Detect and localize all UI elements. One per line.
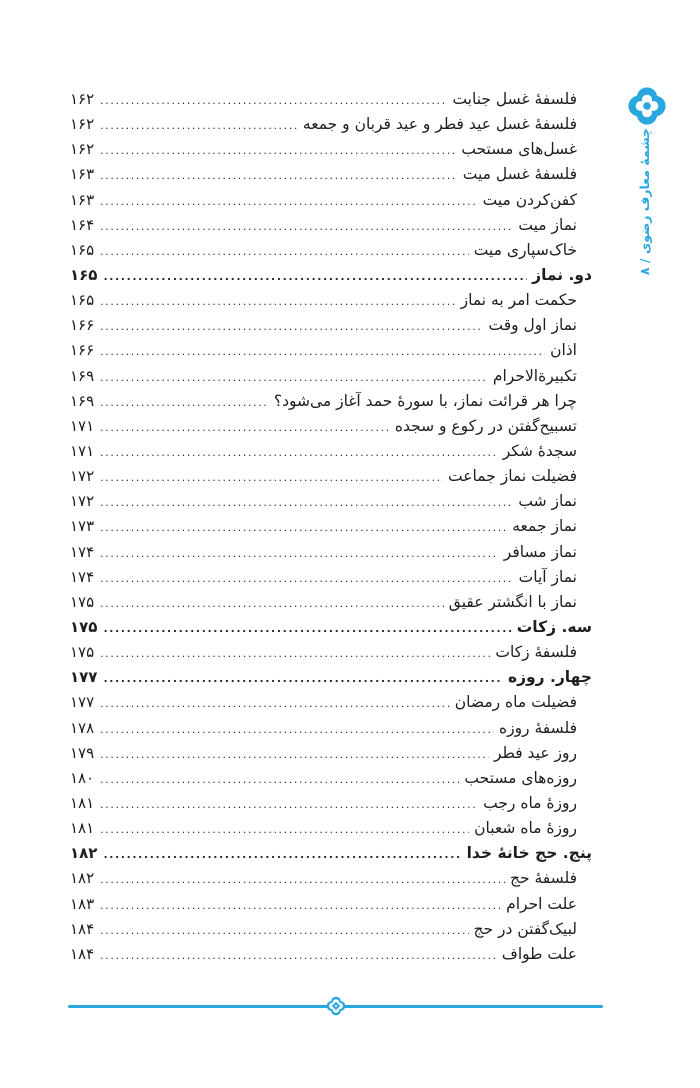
toc-entry-title: سه. زکات [516,617,592,636]
toc-entry [70,313,592,338]
toc-entry [70,87,592,112]
toc-entry-title: روزه‌های مستحب [464,768,577,787]
toc-entry [70,816,592,841]
toc-entry-title: نماز آیات [518,567,577,586]
toc-entry-title: لبیک‌گفتن در حج [473,919,577,938]
toc-entry-title: فلسفهٔ حج [509,869,577,888]
toc-entry [70,565,592,590]
toc-entry-page: ۱۶۳ [70,165,95,184]
publisher-logo-icon [628,87,666,125]
toc-entry-page: ۱۶۹ [70,366,95,385]
toc-leader-dots [100,440,498,465]
toc-entry-page: ۱۷۵ [70,643,95,662]
toc-entry-page: ۱۶۵ [70,265,98,284]
sidebar-brand-text: چشمهٔ معارف رضوی / ۸ [637,128,652,276]
toc-entry-title: خاک‌سپاری میت [473,240,577,259]
toc-leader-dots [100,943,497,968]
toc-entry-title: فلسفهٔ غسل عید فطر و عید قربان و جمعه [302,115,577,134]
toc-entry [70,389,592,414]
toc-entry [70,917,592,942]
toc-entry [70,540,592,565]
toc-entry [70,112,592,137]
toc-entry-page: ۱۶۵ [70,291,95,310]
toc-entry-title: غسل‌های مستحب [461,140,577,159]
toc-entry-title: روزهٔ ماه شعبان [474,819,577,838]
toc-entry-page: ۱۶۲ [70,115,95,134]
toc-leader-dots [100,239,469,264]
toc-entry [70,188,592,213]
toc-leader-dots [100,490,513,515]
toc-entry-title: اذان [550,341,577,360]
toc-leader-dots [100,792,478,817]
toc-entry [70,892,592,917]
toc-entry-page: ۱۷۴ [70,567,95,586]
toc-entry-page: ۱۷۱ [70,416,95,435]
toc-entry-page: ۱۶۳ [70,190,95,209]
toc-entry [70,414,592,439]
toc-entry-page: ۱۸۳ [70,894,95,913]
toc-leader-dots [100,515,507,540]
toc-entry [70,288,592,313]
toc-entry-page: ۱۷۱ [70,441,95,460]
toc-entry [70,464,592,489]
toc-entry [70,716,592,741]
toc-entry [70,942,592,967]
toc-entry [70,741,592,766]
toc-leader-dots [100,465,443,490]
toc-entry-title: علت احرام [506,894,577,913]
toc-entry-page: ۱۶۴ [70,215,95,234]
toc-entry-page: ۱۸۱ [70,819,95,838]
toc-leader-dots [103,616,511,641]
toc-entry [70,841,592,866]
toc-entry-title: حکمت امر به نماز [460,291,577,310]
toc-entry-title: چرا هر قرائت نماز، با سورهٔ حمد آغاز می‌شود؟ [273,391,577,410]
toc-entry-title: نماز جمعه [512,517,577,536]
toc-entry-page: ۱۸۴ [70,919,95,938]
toc-entry [70,364,592,389]
toc-leader-dots [103,264,527,289]
toc-leader-dots [100,867,505,892]
toc-entry-title: نماز میت [518,215,577,234]
toc-entry [70,439,592,464]
toc-entry [70,866,592,891]
toc-leader-dots [100,138,456,163]
toc-entry [70,615,592,640]
toc-entry-page: ۱۷۵ [70,592,95,611]
toc-leader-dots [100,817,469,842]
toc-leader-dots [100,641,490,666]
toc-leader-dots [100,189,477,214]
toc-entry [70,162,592,187]
toc-entry [70,489,592,514]
toc-entry [70,766,592,791]
toc-leader-dots [100,314,483,339]
toc-entry-page: ۱۷۸ [70,718,95,737]
toc-leader-dots [103,842,461,867]
toc-entry-title: تکبیرةالاحرام [492,366,577,385]
toc-entry-title: نماز با انگشتر عقیق [448,592,577,611]
toc-entry [70,640,592,665]
toc-entry-page: ۱۸۱ [70,793,95,812]
toc-leader-dots [100,893,501,918]
toc-entry-page: ۱۸۰ [70,768,95,787]
toc-leader-dots [100,390,269,415]
toc-entry [70,338,592,363]
toc-entry-page: ۱۶۵ [70,240,95,259]
toc-entry [70,238,592,263]
table-of-contents [70,87,592,967]
toc-entry-page: ۱۷۷ [70,668,98,687]
toc-leader-dots [103,666,502,691]
toc-entry-title: فلسفهٔ زکات [495,643,577,662]
toc-entry-page: ۱۷۹ [70,743,95,762]
toc-entry [70,514,592,539]
footer-ornament-icon [326,996,346,1016]
toc-leader-dots [100,566,513,591]
toc-entry [70,690,592,715]
toc-entry-title: چهار. روزه [507,668,592,687]
toc-entry-page: ۱۶۲ [70,140,95,159]
toc-entry-title: روز عید فطر [493,743,577,762]
toc-entry-title: کفن‌کردن میت [482,190,577,209]
toc-entry-title: دو. نماز [532,265,592,284]
toc-entry-page: ۱۷۵ [70,617,98,636]
toc-entry-title: روزهٔ ماه رجب [483,793,577,812]
toc-entry-page: ۱۶۶ [70,316,95,335]
toc-leader-dots [100,163,458,188]
toc-leader-dots [100,742,489,767]
toc-leader-dots [100,918,468,943]
toc-entry-page: ۱۶۶ [70,341,95,360]
toc-entry-title: فضیلت نماز جماعت [448,467,577,486]
toc-leader-dots [100,717,494,742]
toc-entry-page: ۱۸۴ [70,944,95,963]
toc-entry [70,590,592,615]
toc-leader-dots [100,88,447,113]
toc-entry-title: تسبیح‌گفتن در رکوع و سجده [394,416,577,435]
toc-leader-dots [100,415,390,440]
toc-leader-dots [100,767,459,792]
toc-entry-page: ۱۷۳ [70,517,95,536]
toc-leader-dots [100,541,499,566]
toc-entry-title: فلسفهٔ غسل جنابت [452,90,577,108]
toc-leader-dots [100,365,488,390]
toc-entry-title: فلسفهٔ روزه [498,718,577,737]
toc-entry-page: ۱۸۲ [70,844,98,863]
toc-entry-page: ۱۷۲ [70,467,95,486]
toc-entry-page: ۱۷۲ [70,492,95,511]
toc-entry-title: پنج. حج خانهٔ خدا [466,844,592,863]
toc-entry-page: ۱۶۲ [70,90,95,108]
toc-leader-dots [100,113,298,138]
toc-entry-title: علت طواف [501,944,577,963]
toc-leader-dots [100,339,545,364]
toc-leader-dots [100,591,444,616]
toc-entry [70,137,592,162]
toc-entry [70,263,592,288]
toc-entry-title: نماز مسافر [503,542,577,561]
toc-leader-dots [100,691,450,716]
toc-entry [70,213,592,238]
toc-entry-page: ۱۶۹ [70,391,95,410]
toc-entry-title: سجدهٔ شکر [502,441,577,460]
toc-entry-page: ۱۷۷ [70,693,95,712]
toc-entry-page: ۱۷۴ [70,542,95,561]
toc-entry-title: فضیلت ماه رمضان [454,693,577,712]
toc-entry-title: نماز اول وقت [488,316,577,335]
toc-entry [70,791,592,816]
toc-leader-dots [100,214,513,239]
toc-entry-title: نماز شب [518,492,577,511]
toc-entry-page: ۱۸۲ [70,869,95,888]
toc-entry-title: فلسفهٔ غسل میت [462,165,577,184]
toc-entry [70,665,592,690]
toc-leader-dots [100,289,455,314]
